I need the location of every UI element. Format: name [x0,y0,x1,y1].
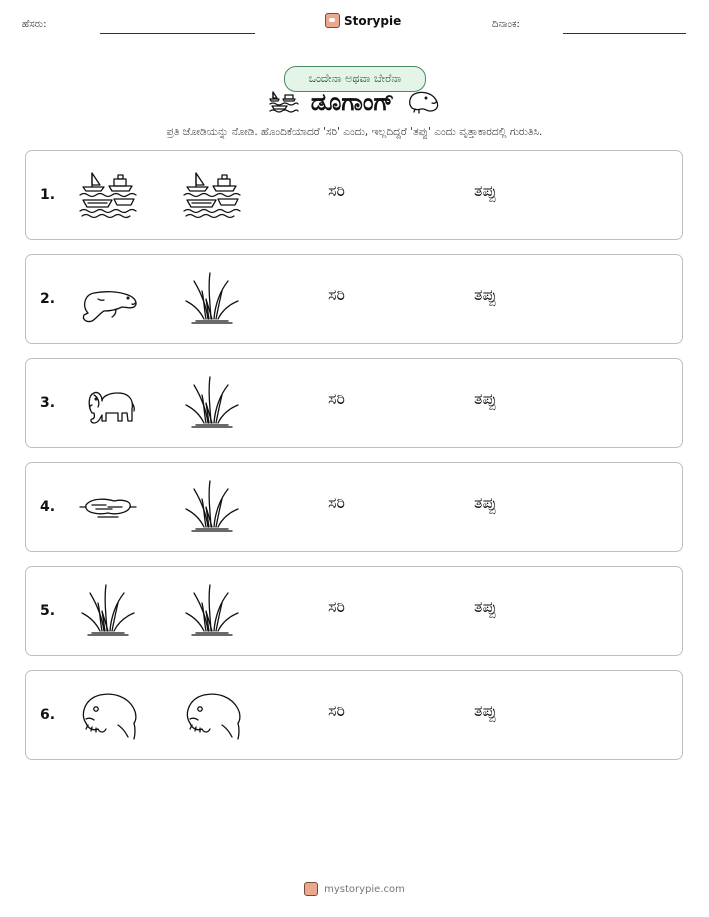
question-row-5 [25,566,683,656]
manatee-icon [78,269,138,329]
footer [0,882,709,896]
question-number: 5. [40,603,56,619]
storypie-logo-icon [325,13,340,28]
option-true[interactable]: ಸರಿ [328,597,345,616]
name-line[interactable] [100,33,255,34]
brand-name: Storypie [344,13,402,28]
date-label: ದಿನಾಂಕ: [492,19,520,30]
question-row-6 [25,670,683,760]
title-row [0,88,709,116]
question-row-2 [25,254,683,344]
option-true[interactable]: ಸರಿ [328,493,345,512]
question-row-1 [25,150,683,240]
seagrass-icon [182,477,242,537]
seagrass-icon [182,269,242,329]
question-row-3 [25,358,683,448]
boats-icon [182,165,242,225]
dugong-head-icon [406,90,440,114]
seagrass-icon [78,581,138,641]
footer-url[interactable]: mystorypie.com [324,883,405,895]
question-row-4 [25,462,683,552]
water-icon [78,477,138,537]
option-false[interactable]: ತಪ್ಪು [474,597,497,616]
dugong-head-icon [78,685,138,745]
name-label: ಹೆಸರು: [22,19,47,30]
date-line[interactable] [563,33,686,34]
question-number: 3. [40,395,56,411]
option-true[interactable]: ಸರಿ [328,389,345,408]
elephant-icon [78,373,138,433]
option-false[interactable]: ತಪ್ಪು [474,285,497,304]
worksheet-type-pill: ಒಂದೇನಾ ಅಥವಾ ಬೇರೆನಾ [284,66,426,92]
question-number: 1. [40,187,56,203]
worksheet-title: ಡೂಗಾಂಗ್ [310,88,395,116]
option-false[interactable]: ತಪ್ಪು [474,181,497,200]
dugong-head-icon [182,685,242,745]
option-true[interactable]: ಸರಿ [328,701,345,720]
seagrass-icon [182,581,242,641]
storypie-logo-icon [304,882,318,896]
option-false[interactable]: ತಪ್ಪು [474,389,497,408]
question-number: 4. [40,499,56,515]
boats-icon [269,90,299,114]
option-false[interactable]: ತಪ್ಪು [474,493,497,512]
question-number: 6. [40,707,56,723]
brand-logo [325,13,401,28]
question-number: 2. [40,291,56,307]
instructions: ಪ್ರತಿ ಜೋಡಿಯನ್ನು ನೋಡಿ. ಹೊಂದಿಕೆಯಾದರೆ 'ಸರಿ' ಎಂದು, ಇಲ್ಲದಿದ್ದರೆ 'ತಪ್ಪು' ಎಂದು ವೃತ್ತಾಕಾರದಲ್ಲಿ ಗುರುತಿಸಿ. [166,126,543,138]
option-false[interactable]: ತಪ್ಪು [474,701,497,720]
option-true[interactable]: ಸರಿ [328,181,345,200]
boats-icon [78,165,138,225]
seagrass-icon [182,373,242,433]
option-true[interactable]: ಸರಿ [328,285,345,304]
